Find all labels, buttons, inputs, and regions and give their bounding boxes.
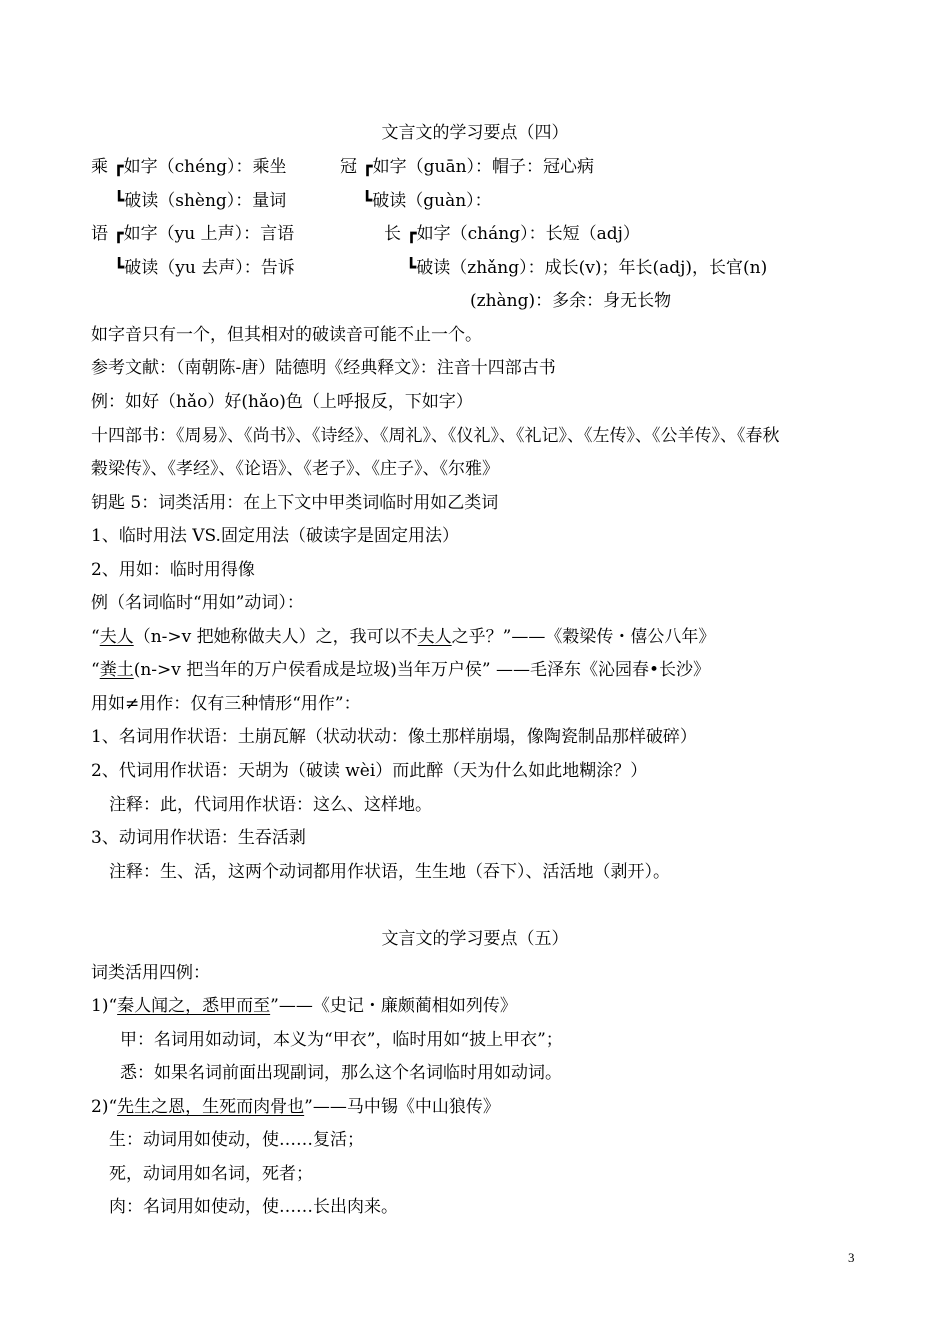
- annotation-line: 注释：生、活，这两个动词都用作状语，生生地（吞下）、活活地（剥开）。: [109, 862, 670, 882]
- example-2-note: 死，动词用如名词，死者；: [109, 1164, 313, 1184]
- example-2-note: 肉：名词用如使动，使……长出肉来。: [109, 1197, 398, 1217]
- paragraph-line: 如字音只有一个，但其相对的破读音可能不止一个。: [91, 325, 482, 345]
- annotation-line: 注释：此，代词用作状语：这么、这样地。: [109, 795, 432, 815]
- paragraph-line: 词类活用四例：: [91, 963, 210, 983]
- example-2-quote: 2)“先生之恩，生死而肉骨也”——马中锡《中山狼传》: [91, 1097, 500, 1117]
- example-quote-furen: “夫人（n->v 把她称做夫人）之，我可以不夫人之乎？”——《穀梁传・僖公八年》: [91, 627, 716, 647]
- table-guan-podu: ┗破读（guàn）：: [362, 191, 492, 211]
- section-5-title: 文言文的学习要点（五）: [381, 929, 569, 949]
- table-yu-rudu: 语 ┏如字（yu 上声）：言语: [91, 224, 295, 244]
- table-chang-podu-2: (zhàng)：多余：身无长物: [470, 291, 672, 311]
- paragraph-line: 3、动词用作状语：生吞活剥: [91, 828, 306, 848]
- example-2-note: 生：动词用如使动，使……复活；: [109, 1130, 364, 1150]
- paragraph-line: 钥匙 5：词类活用：在上下文中甲类词临时用如乙类词: [91, 493, 499, 513]
- paragraph-line: 用如≠用作：仅有三种情形“用作”：: [91, 694, 361, 714]
- underlined-quote: 先生之恩，生死而肉骨也: [117, 1097, 305, 1117]
- table-guan-rudu: 冠 ┏如字（guān）：帽子：冠心病: [340, 157, 595, 177]
- paragraph-line: 2、用如：临时用得像: [91, 560, 255, 580]
- paragraph-line: 穀梁传》、《孝经》、《论语》、《老子》、《庄子》、《尔雅》: [91, 459, 499, 479]
- example-1-quote: 1)“秦人闻之，悉甲而至”——《史记・廉颇蔺相如列传》: [91, 996, 517, 1016]
- paragraph-line: 例：如好（hǎo）好(hǎo)色（上呼报反，下如字）: [91, 392, 473, 412]
- example-quote-fentu: “粪土(n->v 把当年的万户侯看成是垃圾)当年万户侯” ——毛泽东《沁园春•长沙》: [91, 660, 711, 680]
- table-cheng-podu: ┗破读（shèng）：量词: [114, 191, 287, 211]
- paragraph-line: 例（名词临时“用如”动词）：: [91, 593, 304, 613]
- table-cheng-rudu: 乘 ┏如字（chéng）：乘坐: [91, 157, 287, 177]
- paragraph-line: 参考文献：（南朝陈-唐）陆德明《经典释文》：注音十四部古书: [91, 358, 556, 378]
- underlined-word: 夫人: [417, 627, 452, 647]
- paragraph-line: 1、名词用作状语：土崩瓦解（状动状动：像土那样崩塌，像陶瓷制品那样破碎）: [91, 727, 697, 747]
- underlined-word: 粪土: [99, 660, 134, 680]
- table-chang-podu: ┗破读（zhǎng）：成长(v)；年长(adj)，长官(n): [406, 258, 768, 278]
- paragraph-line: 1、临时用法 VS.固定用法（破读字是固定用法）: [91, 526, 459, 546]
- section-4-title: 文言文的学习要点（四）: [381, 123, 569, 143]
- table-yu-podu: ┗破读（yu 去声）：告诉: [114, 258, 295, 278]
- page-number: 3: [848, 1250, 855, 1265]
- underlined-quote: 秦人闻之，悉甲而至: [117, 996, 271, 1016]
- table-chang-rudu: 长 ┏如字（cháng）：长短（adj）: [384, 224, 640, 244]
- example-1-note: 悉：如果名词前面出现副词，那么这个名词临时用如动词。: [120, 1063, 562, 1083]
- example-1-note: 甲：名词用如动词，本义为“甲衣”，临时用如“披上甲衣”；: [120, 1030, 563, 1050]
- paragraph-line: 十四部书：《周易》、《尚书》、《诗经》、《周礼》、《仪礼》、《礼记》、《左传》、《公羊传》、《春秋: [91, 426, 780, 446]
- underlined-word: 夫人: [99, 627, 134, 647]
- paragraph-line: 2、代词用作状语：天胡为（破读 wèi）而此醉（天为什么如此地糊涂？）: [91, 761, 648, 781]
